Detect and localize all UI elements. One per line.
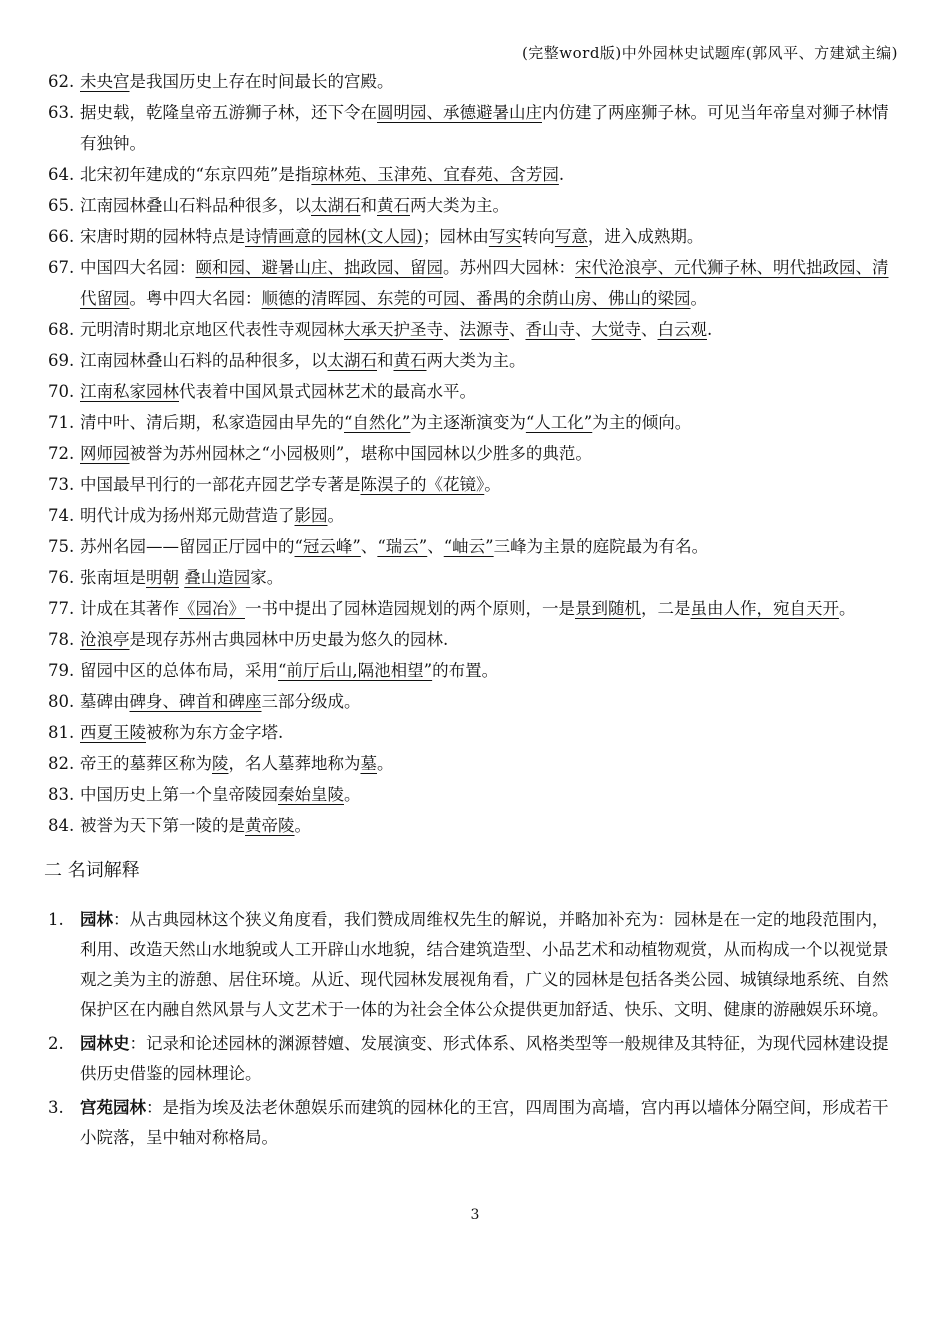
question-fragment: 宋唐时期的园林特点是 (80, 227, 245, 246)
question-fragment: 为主的倾向。 (592, 413, 692, 432)
question-text (80, 655, 898, 686)
question-number: 82. (48, 754, 75, 773)
question-fragment: 据史载，乾隆皇帝五游狮子林，还下令在 (80, 103, 377, 122)
question-fragment: 。 (344, 785, 361, 804)
answer-text: 景到随机 (575, 599, 641, 618)
answer-text: 陵 (212, 754, 229, 773)
question-fragment: 。 (484, 475, 501, 494)
question-number: 64. (48, 165, 75, 184)
question-fragment: 中国最早刊行的一部花卉园艺学专著是 (80, 475, 361, 494)
question-text (80, 593, 898, 624)
question-fragment: 代表着中国风景式园林艺术的最高水平。 (179, 382, 476, 401)
question-fragment: 、 (360, 537, 378, 556)
answer-text: 明朝 (146, 568, 179, 587)
question-item (48, 717, 898, 748)
answer-text: 琼林苑、玉津苑、宜春苑、含芳园 (311, 165, 559, 184)
answer-text: “瑞云” (377, 537, 428, 556)
answer-text: 叠山造园 (184, 568, 251, 587)
question-item (48, 190, 898, 221)
answer-text: 法源寺 (459, 320, 509, 339)
answer-text: 香山寺 (525, 320, 575, 339)
question-fragment: 中国历史上第一个皇帝陵园 (80, 785, 278, 804)
question-text (80, 221, 898, 252)
question-fragment: 。 (294, 816, 311, 835)
answer-text: “岫云” (443, 537, 494, 556)
question-text (80, 159, 898, 190)
definition-body (80, 1029, 898, 1089)
question-fragment: 是我国历史上存在时间最长的宫殿。 (129, 72, 394, 91)
answer-text: 大觉寺 (591, 320, 641, 339)
question-fragment: 清中叶、清后期，私家造园由早先的 (80, 413, 344, 432)
definition-text: ：是指为埃及法老休憩娱乐而建筑的园林化的王宫，四周围为高墙，宫内再以墙体分隔空间，形成若干小院落，呈中轴对称格局。 (80, 1098, 889, 1147)
question-number: 83. (48, 785, 75, 804)
question-text (80, 407, 898, 438)
question-text (80, 66, 898, 97)
question-fragment: 。 (327, 506, 344, 525)
answer-text: 太湖石 (327, 351, 377, 370)
question-text (80, 779, 898, 810)
question-fragment: 。苏州四大园林： (443, 258, 575, 277)
question-fragment: 江南园林叠山石料品种很多，以 (80, 196, 311, 215)
question-text (80, 500, 898, 531)
question-number: 79. (48, 661, 75, 680)
definition-body (80, 1093, 898, 1153)
question-text (80, 686, 898, 717)
answer-text: 影园 (294, 506, 328, 525)
question-fragment: 被誉为苏州园林之“小园极则”，堪称中国园林以少胜多的典范。 (129, 444, 592, 463)
question-number: 74. (48, 506, 75, 525)
question-item (48, 748, 898, 779)
definition-text: ：记录和论述园林的渊源替嬗、发展演变、形式体系、风格类型等一般规律及其特征，为现代园林建设提供历史借鉴的园林理论。 (80, 1034, 889, 1083)
question-text (80, 810, 898, 841)
question-item (48, 562, 898, 593)
question-fragment: 家。 (250, 568, 284, 587)
answer-text: 黄帝陵 (245, 816, 295, 835)
question-fragment: 元明清时期北京地区代表性寺观园林 (80, 320, 344, 339)
question-fragment: ，进入成熟期。 (587, 227, 704, 246)
definition-number: 3. (48, 1098, 64, 1117)
question-item (48, 469, 898, 500)
question-fragment: 两大类为主。 (410, 196, 509, 215)
question-fragment: 是现存苏州古典园林中历史最为悠久的园林. (129, 630, 449, 649)
question-text (80, 97, 898, 159)
question-number: 81. (48, 723, 75, 742)
question-fragment: 、 (509, 320, 526, 339)
question-fragment: 。 (690, 289, 707, 308)
answer-text: 西夏王陵 (80, 723, 146, 742)
document-body (44, 66, 898, 1157)
question-item (48, 686, 898, 717)
question-item (48, 97, 898, 159)
question-text (80, 438, 898, 469)
question-fragment: 、 (641, 320, 658, 339)
question-item (48, 810, 898, 841)
answer-text: “前厅后山,隔池相望” (278, 661, 433, 680)
question-fragment: 三部分级成。 (261, 692, 361, 711)
question-fragment: 、 (575, 320, 592, 339)
question-fragment: ，名人墓葬地称为 (228, 754, 361, 773)
answer-text: 未央宫 (80, 72, 130, 91)
question-item (48, 624, 898, 655)
question-fragment: 江南园林叠山石料的品种很多，以 (80, 351, 328, 370)
question-fragment: 一书中提出了园林造园规划的两个原则，一是 (245, 599, 575, 618)
question-fragment: 。 (377, 754, 394, 773)
question-item (48, 655, 898, 686)
question-text (80, 469, 898, 500)
question-item (48, 376, 898, 407)
question-fragment: 和 (377, 351, 394, 370)
question-fragment: 张南垣是 (80, 568, 146, 587)
question-fragment: 墓碑由 (80, 692, 130, 711)
answer-text: 大承天护圣寺 (344, 320, 443, 339)
answer-text: 顺德的清晖园、东莞的可园、番禺的余荫山房、佛山的梁园 (261, 289, 691, 308)
definition-number: 2. (48, 1034, 64, 1053)
answer-text: 写实 (488, 227, 522, 246)
question-text (80, 531, 898, 562)
answer-text: 陈淏子的《花镜》 (360, 475, 485, 494)
answer-text: 太湖石 (311, 196, 361, 215)
question-fragment: 明代计成为扬州郑元勋营造了 (80, 506, 295, 525)
question-fragment: 。 (839, 599, 856, 618)
question-item (48, 779, 898, 810)
question-item (48, 407, 898, 438)
answer-text: 秦始皇陵 (278, 785, 344, 804)
question-fragment: . (558, 165, 565, 184)
question-number: 66. (48, 227, 75, 246)
question-text (80, 562, 898, 593)
question-fragment: 为主逐渐演变为 (410, 413, 526, 432)
question-item (48, 438, 898, 469)
question-text (80, 345, 898, 376)
definition-number: 1. (48, 910, 64, 929)
question-number: 77. (48, 599, 75, 618)
question-item (48, 345, 898, 376)
answer-text: “冠云峰” (294, 537, 361, 556)
question-fragment: 、 (427, 537, 444, 556)
question-number: 78. (48, 630, 75, 649)
question-item (48, 593, 898, 624)
page-number: 3 (470, 1207, 480, 1223)
question-item (48, 66, 898, 97)
question-number: 71. (48, 413, 75, 432)
question-item (48, 500, 898, 531)
answer-text: “自然化” (344, 413, 411, 432)
question-number: 68. (48, 320, 75, 339)
definition-term: 园林史 (80, 1034, 130, 1053)
answer-text: 黄石 (377, 196, 410, 215)
question-text (80, 717, 898, 748)
answer-text: 《园冶》 (179, 599, 245, 618)
question-fragment: 和 (360, 196, 377, 215)
question-fragment: 被誉为天下第一陵的是 (80, 816, 245, 835)
question-item (48, 314, 898, 345)
question-number: 69. (48, 351, 75, 370)
question-number: 70. (48, 382, 75, 401)
definition-term: 宫苑园林 (80, 1098, 146, 1117)
question-fragment: 苏州名园——留园正厅园中的 (80, 537, 295, 556)
answer-text: 宋代沧浪亭、元代狮子林、明代拙政园、清代留园 (80, 258, 889, 308)
answer-text: 虽由人作，宛自天开 (690, 599, 839, 618)
question-number: 84. (48, 816, 75, 835)
answer-text: 碑身、碑首和碑座 (129, 692, 262, 711)
answer-text: 墓 (360, 754, 377, 773)
question-item (48, 531, 898, 562)
question-fragment: 两大类为主。 (426, 351, 526, 370)
question-fragment: ；园林由 (422, 227, 489, 246)
question-text (80, 252, 898, 314)
question-item (48, 221, 898, 252)
question-number: 72. (48, 444, 75, 463)
answer-text: 诗情画意的园林(文人园) (245, 227, 423, 246)
definition-body (80, 905, 898, 1025)
question-fragment: 中国四大名园： (80, 258, 196, 277)
answer-text: 江南私家园林 (80, 382, 179, 401)
definition-item (48, 1093, 898, 1153)
section-title: 二 名词解释 (44, 860, 140, 881)
question-number: 62. (48, 72, 75, 91)
question-fragment: 转向 (521, 227, 555, 246)
question-number: 63. (48, 103, 75, 122)
question-fragment: 计成在其著作 (80, 599, 179, 618)
answer-text: 颐和园、避暑山庄、拙政园、留园 (195, 258, 443, 277)
question-fragment: 留园中区的总体布局，采用 (80, 661, 278, 680)
definition-term: 园林 (80, 910, 113, 929)
question-fragment: 北宋初年建成的“东京四苑”是指 (80, 165, 312, 184)
answer-text: “人工化” (525, 413, 593, 432)
question-fragment: 三峰为主景的庭院最为有名。 (493, 537, 709, 556)
question-number: 65. (48, 196, 75, 215)
question-fragment: 的布置。 (432, 661, 499, 680)
answer-text: 沧浪亭 (80, 630, 130, 649)
question-text (80, 190, 898, 221)
fill-blank-list (48, 66, 898, 841)
answer-text: 白云观 (657, 320, 707, 339)
answer-text: 圆明园、承德避暑山庄 (377, 103, 542, 122)
question-fragment: 内仿建了两座狮子林。可见当年帝皇对狮子林情有独钟。 (80, 103, 889, 153)
question-text (80, 314, 898, 345)
answer-text: 黄石 (393, 351, 427, 370)
question-fragment: 。粤中四大名园： (129, 289, 262, 308)
question-number: 73. (48, 475, 75, 494)
question-text (80, 624, 898, 655)
question-item (48, 252, 898, 314)
question-fragment: . (707, 320, 713, 339)
question-number: 76. (48, 568, 75, 587)
question-text (80, 376, 898, 407)
answer-text: 写意 (554, 227, 588, 246)
answer-text: 网师园 (80, 444, 130, 463)
question-fragment: 被称为东方金字塔. (146, 723, 284, 742)
question-text (80, 748, 898, 779)
definition-item (48, 905, 898, 1025)
question-number: 80. (48, 692, 75, 711)
question-number: 75. (48, 537, 75, 556)
question-fragment: 、 (443, 320, 460, 339)
question-number: 67. (48, 258, 75, 277)
question-item (48, 159, 898, 190)
question-fragment: ，二是 (641, 599, 691, 618)
definition-item (48, 1029, 898, 1089)
definition-list (48, 905, 898, 1153)
page-header: (完整word版)中外园林史试题库(郭风平、方建斌主编) (521, 44, 898, 62)
definition-text: ：从古典园林这个狭义角度看，我们赞成周维权先生的解说，并略加补充为：园林是在一定的地段范围内，利用、改造天然山水地貌或人工开辟山水地貌，结合建筑造型、小品艺术和动植物观赏，从而构成一个以视觉景观之美为主的游憩、居住环境。从近、现代园林发展视角看，广义的园林是包括各类公园、城镇绿地系统、自然保护区在内融自然风景与人文艺术于一体的为社会全体公众提供更加舒适、快乐、文明、健康的游融娱乐环境。 (80, 910, 889, 1019)
question-fragment: 帝王的墓葬区称为 (80, 754, 212, 773)
